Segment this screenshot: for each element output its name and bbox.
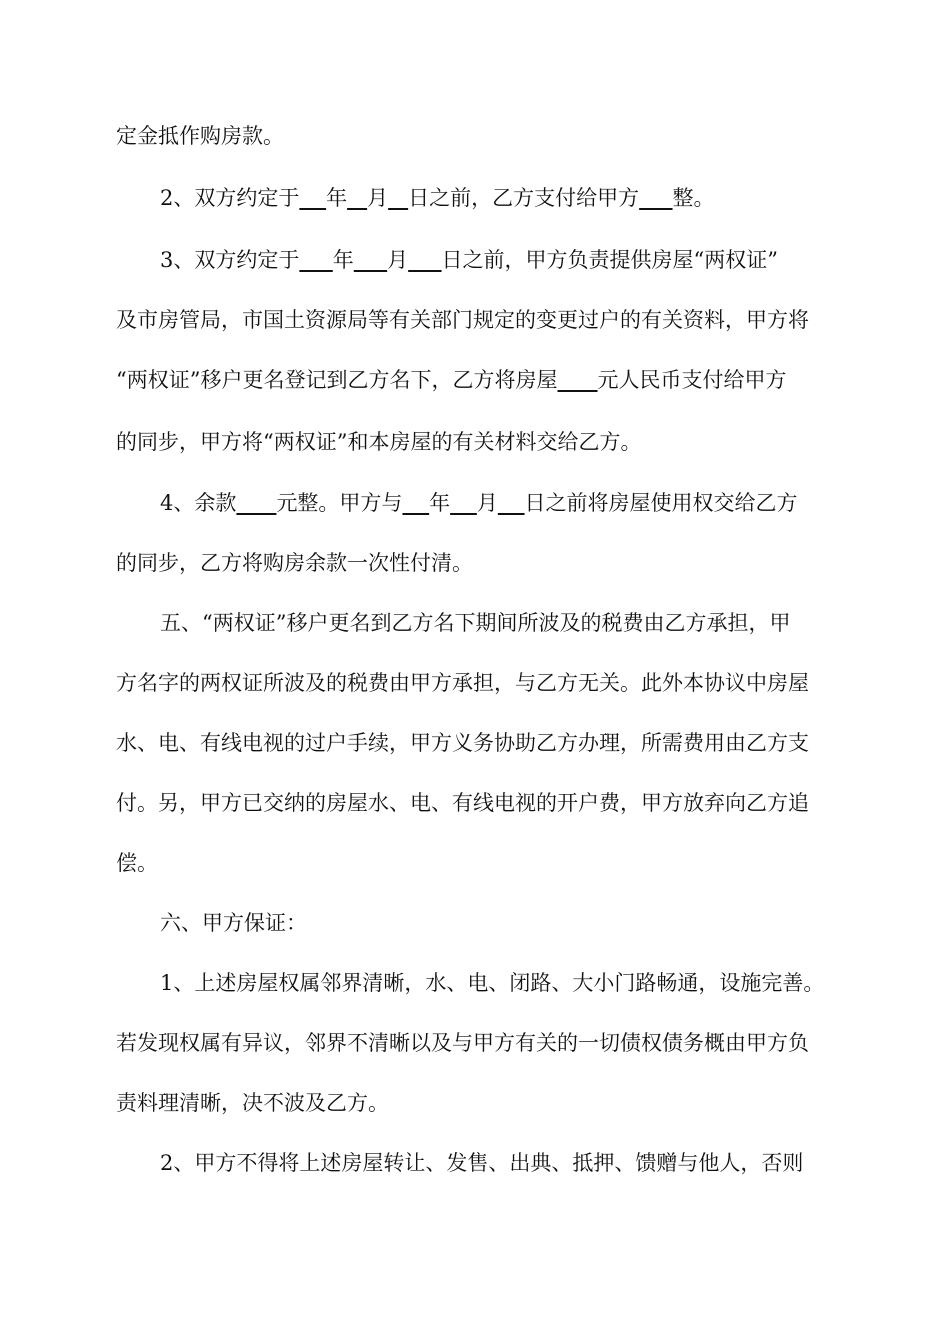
text-segment: 日之前，乙方支付给甲方 [408,186,640,210]
text-line [0,968,950,998]
fill-blank [498,491,525,515]
text-segment: 若发现权属有异议，邻界不清晰以及与甲方有关的一切债权债务概由甲方负 [116,1031,809,1055]
text-segment: 付。另，甲方已交纳的房屋水、电、有线电视的开户费，甲方放弃向乙方追 [116,791,809,815]
text-segment: 元人民币支付给甲方 [597,368,787,392]
fill-blank [299,248,332,272]
text-segment: 日之前将房屋使用权交给乙方 [524,491,798,515]
text-line [0,183,950,213]
text-segment: 年 [332,248,354,272]
fill-blank [450,491,477,515]
text-segment: 的同步，甲方将“两权证”和本房屋的有关材料交给乙方。 [116,430,642,454]
text-line [0,608,950,638]
text-segment: 日之前，甲方负责提供房屋“两权证” [441,248,779,272]
text-segment: 的同步，乙方将购房余款一次性付清。 [116,551,473,575]
fill-blank [347,186,367,210]
text-segment: 年 [326,186,348,210]
text-segment: 定金抵作购房款。 [116,124,284,148]
fill-blank [388,186,408,210]
text-line [0,848,950,878]
fill-blank [354,248,387,272]
text-segment: 水、电、有线电视的过户手续，甲方义务协助乙方办理，所需费用由乙方支 [116,731,809,755]
fill-blank [557,368,597,392]
text-segment: 3、双方约定于 [160,248,300,272]
text-line [0,1148,950,1178]
text-line [0,548,950,578]
text-segment: 六、甲方保证： [160,911,307,935]
text-segment: 1、上述房屋权属邻界清晰，水、电、闭路、大小门路畅通，设施完善。 [160,971,825,995]
text-segment: 元整。甲方与 [276,491,403,515]
text-line [0,427,950,457]
text-segment: 偿。 [116,851,158,875]
text-line [0,728,950,758]
fill-blank [402,491,429,515]
text-segment: 责料理清晰，决不波及乙方。 [116,1091,389,1115]
text-line [0,121,950,151]
text-segment: 月 [387,248,409,272]
text-segment: 2、甲方不得将上述房屋转让、发售、出典、抵押、馈赠与他人，否则 [160,1151,804,1175]
text-line [0,305,950,335]
fill-blank [408,248,441,272]
text-line [0,365,950,395]
fill-blank [236,491,276,515]
text-line [0,488,950,518]
text-segment: 五、“两权证”移户更名到乙方名下期间所波及的税费由乙方承担，甲 [160,611,791,635]
text-line [0,668,950,698]
text-line [0,1028,950,1058]
text-segment: 4、余款 [160,491,237,515]
text-line [0,908,950,938]
text-line [0,1088,950,1118]
fill-blank [639,186,672,210]
text-segment: 方名字的两权证所波及的税费由甲方承担，与乙方无关。此外本协议中房屋 [116,671,809,695]
text-segment: 月 [476,491,498,515]
text-segment: 及市房管局，市国土资源局等有关部门规定的变更过户的有关资料，甲方将 [116,308,809,332]
text-segment: 月 [367,186,389,210]
text-segment: 整。 [672,186,715,210]
text-segment: 2、双方约定于 [160,186,300,210]
text-line [0,788,950,818]
fill-blank [299,186,326,210]
text-line [0,245,950,275]
text-segment: “两权证”移户更名登记到乙方名下，乙方将房屋 [116,368,558,392]
text-segment: 年 [429,491,451,515]
